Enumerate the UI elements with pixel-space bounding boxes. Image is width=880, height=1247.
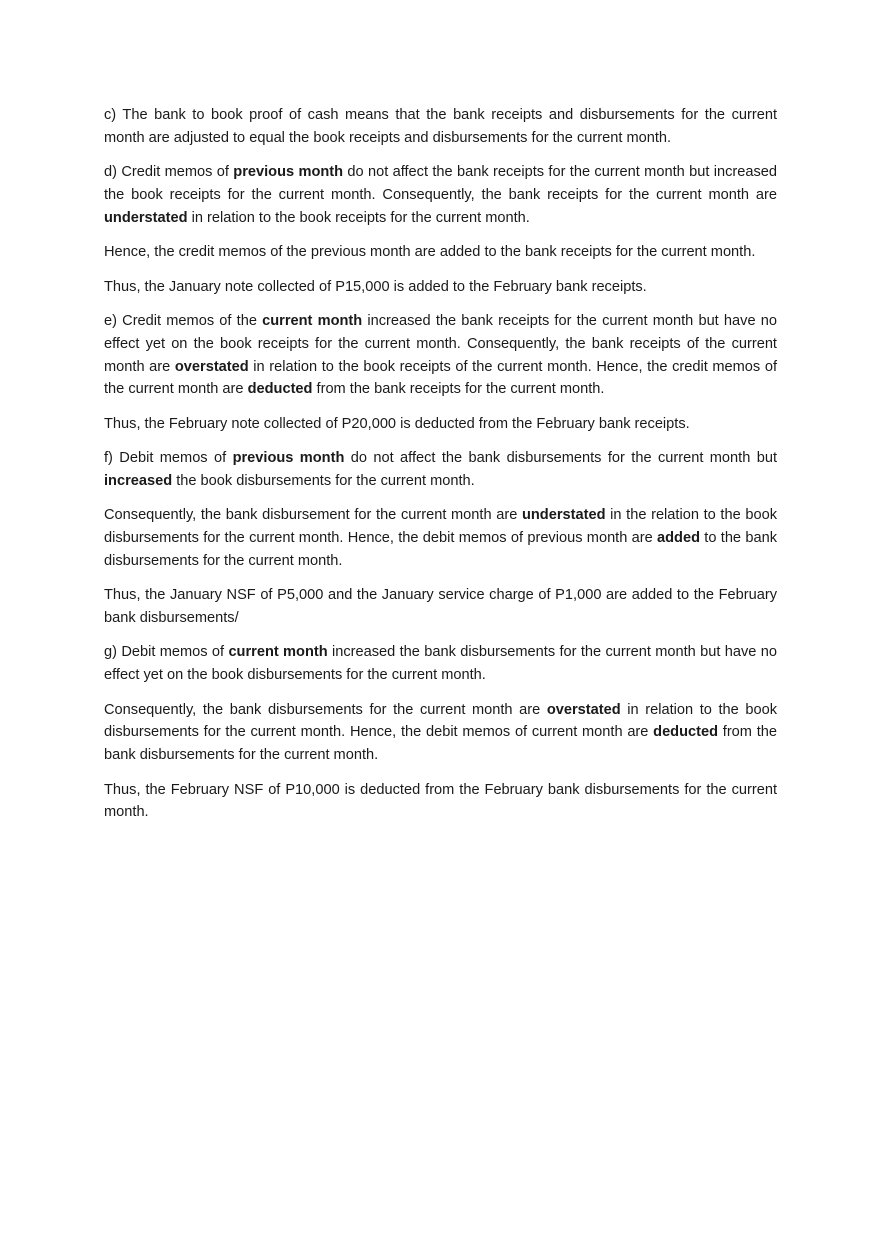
text-run: in relation to the book disbursements for the current month. Hence, the debit memos of current month are [104, 701, 778, 741]
paragraph [104, 241, 777, 264]
paragraph [104, 699, 777, 767]
document-body [104, 104, 777, 836]
paragraph [104, 413, 777, 436]
text-run: g) Debit memos of [104, 644, 229, 661]
bold-text-run: added [657, 530, 701, 547]
text-run: Thus, the January note collected of P15,000 is added to the February bank receipts. [104, 278, 647, 295]
text-run: to the bank disbursements for the current month. [104, 530, 777, 569]
paragraph [104, 276, 777, 299]
bold-text-run: deducted [247, 381, 313, 398]
bold-text-run: increased [104, 472, 173, 489]
text-run: in relation to the book receipts for the current month. [187, 209, 530, 226]
paragraph [104, 104, 777, 150]
text-run: from the bank receipts for the current month. [312, 381, 605, 398]
paragraph [104, 310, 777, 401]
text-run: do not affect the bank disbursements for the current month but [344, 450, 777, 467]
text-run: in the relation to the book disbursements for the current month. Hence, the debit memos of previous month are [104, 507, 777, 547]
bold-text-run: understated [104, 209, 188, 226]
text-run: Consequently, the bank disbursements for the current month are [104, 701, 547, 718]
paragraph [104, 447, 777, 493]
paragraph [104, 504, 777, 572]
bold-text-run: previous month [232, 450, 345, 467]
text-run: Hence, the credit memos of the previous month are added to the bank receipts for the current month. [104, 244, 756, 261]
paragraph [104, 161, 777, 229]
bold-text-run: understated [521, 507, 606, 524]
text-run: Consequently, the bank disbursement for the current month are [104, 507, 522, 524]
text-run: increased the bank receipts for the current month but have no effect yet on the book receipts for the current month. Consequently, the bank receipts of the current month are [104, 312, 777, 375]
text-run: e) Credit memos of the [104, 312, 263, 329]
bold-text-run: previous month [233, 164, 344, 181]
text-run: Thus, the February NSF of P10,000 is deducted from the February bank disbursements for the current month. [104, 781, 777, 821]
text-run: from the bank disbursements for the current month. [104, 724, 777, 764]
paragraph [104, 779, 777, 825]
bold-text-run: current month [228, 644, 328, 661]
bold-text-run: deducted [653, 724, 719, 741]
text-run: in relation to the book receipts of the current month. Hence, the credit memos of the current month are [104, 358, 777, 398]
paragraph [104, 584, 777, 630]
text-run: f) Debit memos of [104, 450, 233, 467]
text-run: the book disbursements for the current month. [172, 472, 475, 489]
text-run: increased the bank disbursements for the current month but have no effect yet on the book disbursements for the current month. [104, 644, 777, 684]
text-run: Thus, the January NSF of P5,000 and the January service charge of P1,000 are added to the February bank disbursements/ [104, 587, 777, 627]
bold-text-run: overstated [174, 358, 249, 375]
paragraph [104, 641, 777, 687]
text-run: d) Credit memos of [104, 164, 234, 181]
text-run: Thus, the February note collected of P20,000 is deducted from the February bank receipts. [104, 415, 690, 432]
bold-text-run: overstated [546, 701, 621, 718]
bold-text-run: current month [262, 312, 363, 329]
text-run: do not affect the bank receipts for the current month but increased the book receipts for the current month. Consequently, the bank receipts for the current month are [104, 164, 777, 203]
text-run: c) The bank to book proof of cash means that the bank receipts and disbursements for the current month are adjusted to equal the book receipts and disbursements for the current month. [104, 107, 777, 146]
